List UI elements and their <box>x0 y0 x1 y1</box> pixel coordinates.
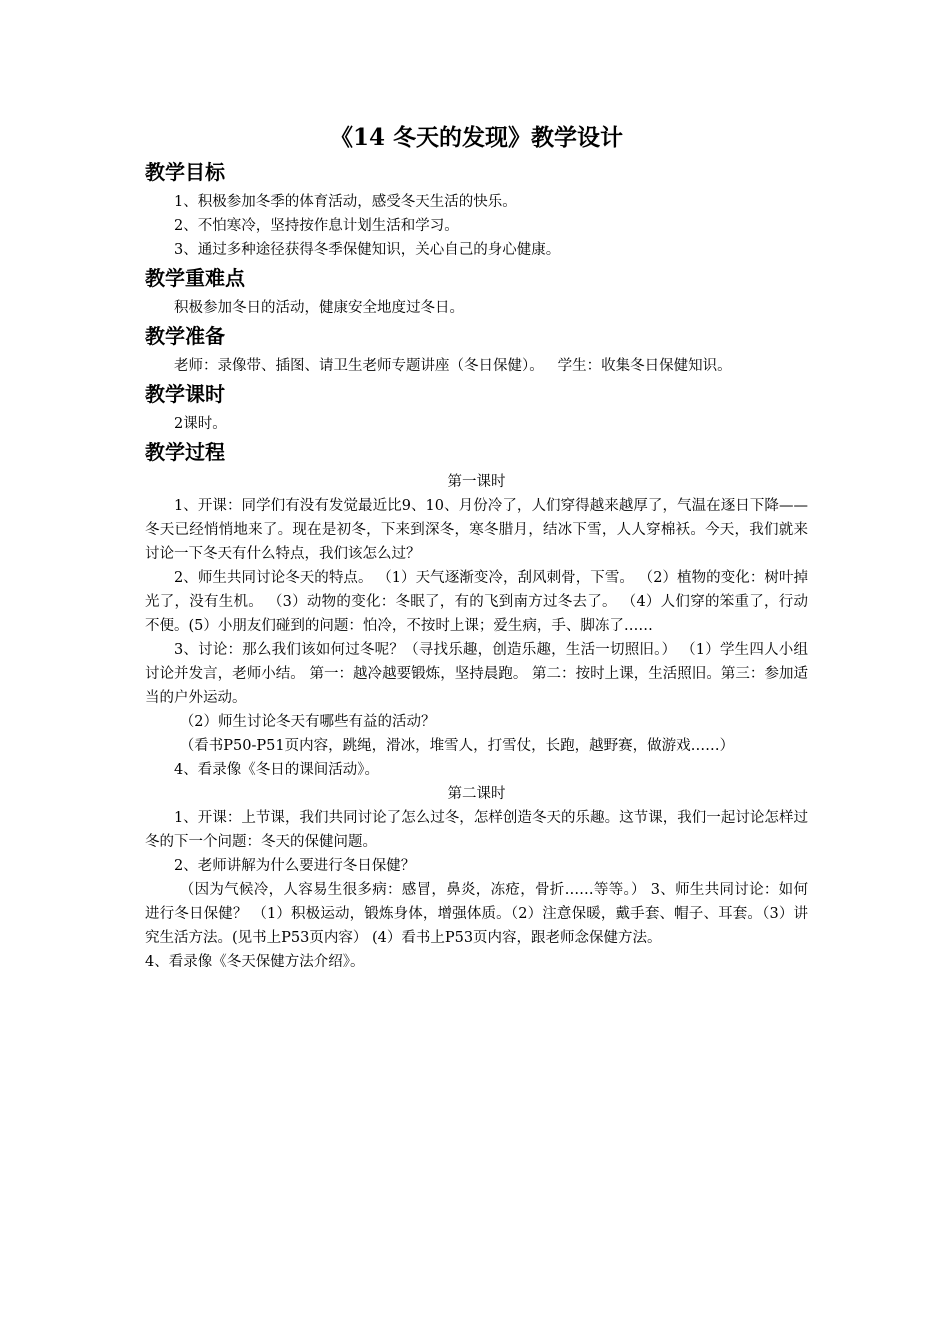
goal-item-1: 1、积极参加冬季的体育活动，感受冬天生活的快乐。 <box>174 194 517 210</box>
document-title: 《14 冬天的发现》教学设计 <box>329 124 623 151</box>
goal-item-2: 2、不怕寒冷，坚持按作息计划生活和学习。 <box>174 218 459 234</box>
lesson2-paragraph-1: 1、开课：上节课，我们共同讨论了怎么过冬，怎样创造冬天的乐趣。这节课，我们一起讨论怎样过冬的下一个问题：冬天的保健问题。 <box>145 810 808 850</box>
heading-preparation: 教学准备 <box>145 324 225 348</box>
key-points-text: 积极参加冬日的活动，健康安全地度过冬日。 <box>174 300 464 316</box>
lesson1-paragraph-4: （2）师生讨论冬天有哪些有益的活动？ <box>179 714 436 730</box>
heading-teaching-process: 教学过程 <box>145 440 225 464</box>
lesson1-label: 第一课时 <box>447 474 506 490</box>
heading-key-points: 教学重难点 <box>145 266 245 290</box>
lesson1-paragraph-6: 4、看录像《冬日的课间活动》。 <box>174 762 379 778</box>
heading-teaching-goals: 教学目标 <box>145 160 225 184</box>
goals-list <box>145 190 808 262</box>
lesson1-paragraph-1: 1、开课：同学们有没有发觉最近比9、10、月份冷了，人们穿得越来越厚了，气温在逐日下降——冬天已经悄悄地来了。现在是初冬，下来到深冬，寒冬腊月，结冰下雪，人人穿棉袄。今天，我们就来讨论一下冬天有什么特点，我们该怎么过？ <box>145 498 808 562</box>
heading-class-hours: 教学课时 <box>145 382 225 406</box>
goal-item-3: 3、通过多种途径获得冬季保健知识，关心自己的身心健康。 <box>174 242 561 258</box>
document-page <box>145 122 808 976</box>
lesson2-label: 第二课时 <box>447 786 506 802</box>
process-body <box>145 470 808 974</box>
lesson1-paragraph-5: （看书P50-P51页内容，跳绳，滑冰，堆雪人，打雪仗，长跑，越野赛，做游戏……） <box>179 738 735 754</box>
lesson1-paragraph-2: 2、师生共同讨论冬天的特点。 （1）天气逐渐变冷，刮风刺骨，下雪。 （2）植物的变化：树叶掉光了，没有生机。 （3）动物的变化：冬眠了，有的飞到南方过冬去了。 （4）人们穿的笨重了，行动不便。(5）小朋友们碰到的问题：怕冷，不按时上课；爱生病，手、脚冻了…… <box>145 570 808 634</box>
lesson1-paragraph-3: 3、讨论：那么我们该如何过冬呢？（寻找乐趣，创造乐趣，生活一切照旧。） （1）学生四人小组讨论并发言，老师小结。 第一：越冷越要锻炼，坚持晨跑。 第二：按时上课，生活照旧。第三：参加适当的户外运动。 <box>145 642 808 706</box>
lesson2-paragraph-2: 2、老师讲解为什么要进行冬日保健？ <box>174 858 416 874</box>
preparation-text: 老师：录像带、插图、请卫生老师专题讲座（冬日保健）。 学生：收集冬日保健知识。 <box>174 358 732 374</box>
lesson2-paragraph-3: （因为气候冷，人容易生很多病：感冒，鼻炎，冻疮，骨折……等等。） 3、师生共同讨论：如何进行冬日保健？ （1）积极运动，锻炼身体，增强体质。（2）注意保暖，戴手套、帽子、耳套。（3）讲究生活方法。(见书上P53页内容） (4）看书上P53页内容，跟老师念保健方法。 <box>145 882 808 946</box>
class-hours-text: 2课时。 <box>174 416 227 432</box>
lesson2-paragraph-4: 4、看录像《冬天保健方法介绍》。 <box>145 954 365 970</box>
